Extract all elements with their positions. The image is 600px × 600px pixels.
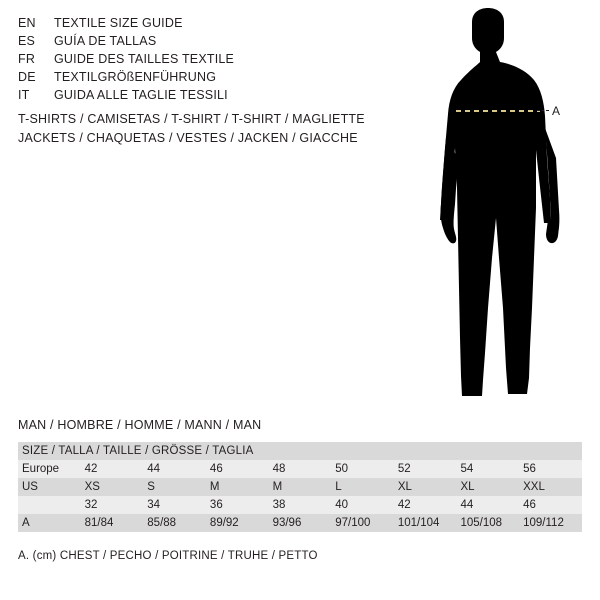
male-silhouette bbox=[400, 8, 600, 408]
category-jackets: JACKETS / CHAQUETAS / VESTES / JACKEN / GIACCHE bbox=[18, 131, 358, 145]
cell: 81/84 bbox=[81, 514, 144, 532]
row-label: A bbox=[18, 514, 81, 532]
cell: 105/108 bbox=[456, 514, 519, 532]
row-label: US bbox=[18, 478, 81, 496]
cell: 50 bbox=[331, 460, 394, 478]
cell: M bbox=[206, 478, 269, 496]
cell: 56 bbox=[519, 460, 582, 478]
cell: 85/88 bbox=[143, 514, 206, 532]
language-text: TEXTILE SIZE GUIDE bbox=[54, 16, 183, 30]
cell: 34 bbox=[143, 496, 206, 514]
language-code: ES bbox=[18, 34, 36, 48]
language-row bbox=[18, 50, 378, 68]
cell: XL bbox=[456, 478, 519, 496]
cell: 48 bbox=[269, 460, 332, 478]
cell: 42 bbox=[394, 496, 457, 514]
cell: 54 bbox=[456, 460, 519, 478]
language-text: GUÍA DE TALLAS bbox=[54, 34, 157, 48]
cell: 32 bbox=[81, 496, 144, 514]
language-text: GUIDE DES TAILLES TEXTILE bbox=[54, 52, 235, 66]
chest-footnote: A. (cm) CHEST / PECHO / POITRINE / TRUHE / PETTO bbox=[18, 550, 318, 562]
cell: 38 bbox=[269, 496, 332, 514]
cell: S bbox=[143, 478, 206, 496]
language-code: IT bbox=[18, 88, 30, 102]
measure-label-a: A bbox=[552, 104, 561, 118]
cell: XS bbox=[81, 478, 144, 496]
language-row bbox=[18, 86, 378, 104]
cell: M bbox=[269, 478, 332, 496]
cell: 93/96 bbox=[269, 514, 332, 532]
language-text: GUIDA ALLE TAGLIE TESSILI bbox=[54, 88, 228, 102]
language-text: TEXTILGRÖßENFÜHRUNG bbox=[54, 70, 217, 84]
language-code: FR bbox=[18, 52, 36, 66]
cell: XL bbox=[394, 478, 457, 496]
row-label: Europe bbox=[18, 460, 81, 478]
table-row bbox=[18, 460, 582, 478]
table-header-label: SIZE / TALLA / TAILLE / GRÖSSE / TAGLIA bbox=[18, 442, 582, 460]
cell: 36 bbox=[206, 496, 269, 514]
language-row bbox=[18, 68, 378, 86]
size-table-wrap bbox=[18, 442, 582, 532]
cell: 42 bbox=[81, 460, 144, 478]
cell: 89/92 bbox=[206, 514, 269, 532]
language-code: EN bbox=[18, 16, 36, 30]
cell: 44 bbox=[143, 460, 206, 478]
cell: 97/100 bbox=[331, 514, 394, 532]
table-row-header bbox=[18, 442, 582, 460]
cell: 52 bbox=[394, 460, 457, 478]
table-row bbox=[18, 514, 582, 532]
cell: 46 bbox=[206, 460, 269, 478]
table-row bbox=[18, 478, 582, 496]
cell: XXL bbox=[519, 478, 582, 496]
cell: 109/112 bbox=[519, 514, 582, 532]
cell: 101/104 bbox=[394, 514, 457, 532]
category-tshirts: T-SHIRTS / CAMISETAS / T-SHIRT / T-SHIRT / MAGLIETTE bbox=[18, 112, 365, 126]
cell: L bbox=[331, 478, 394, 496]
table-row bbox=[18, 496, 582, 514]
language-list bbox=[18, 14, 378, 104]
size-table bbox=[18, 442, 582, 532]
language-row bbox=[18, 14, 378, 32]
silhouette-svg bbox=[400, 8, 600, 408]
cell: 40 bbox=[331, 496, 394, 514]
measure-leader-line bbox=[537, 110, 549, 111]
language-row bbox=[18, 32, 378, 50]
row-label bbox=[18, 496, 81, 514]
cell: 44 bbox=[456, 496, 519, 514]
table-title: MAN / HOMBRE / HOMME / MANN / MAN bbox=[18, 418, 262, 432]
language-code: DE bbox=[18, 70, 36, 84]
category-list bbox=[18, 110, 388, 148]
cell: 46 bbox=[519, 496, 582, 514]
